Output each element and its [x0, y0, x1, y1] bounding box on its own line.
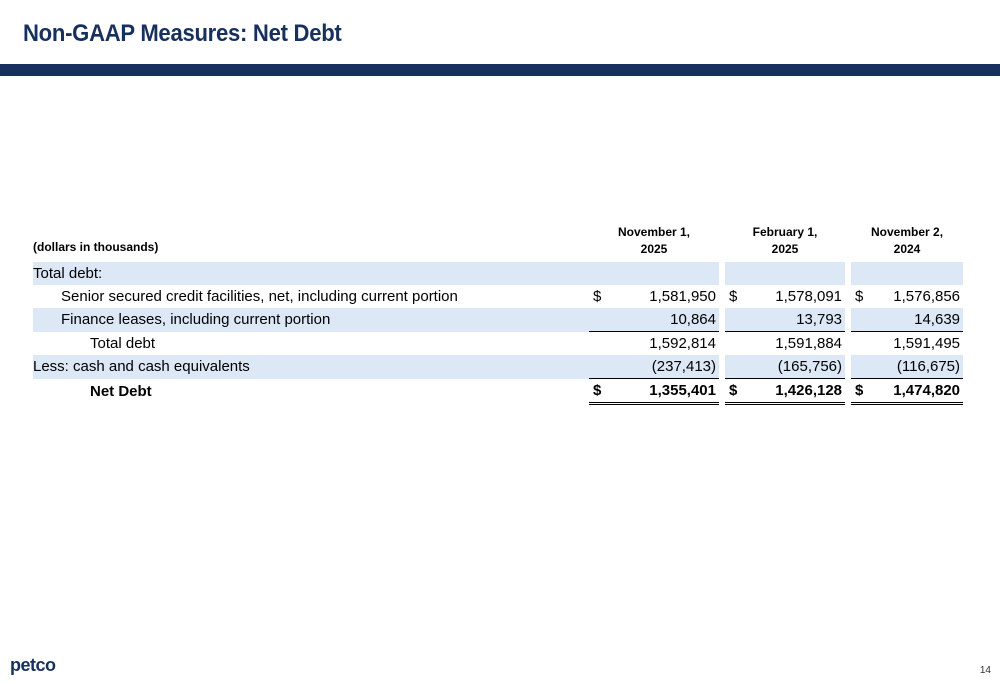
row-label: Less: cash and cash equivalents: [33, 355, 589, 379]
row-label: Total debt:: [33, 262, 589, 285]
value-cell: 10,864: [617, 308, 719, 332]
value-cell: 1,591,495: [893, 335, 961, 352]
column-header-feb-2025: February 1, 2025: [752, 225, 818, 256]
row-label: Net Debt: [90, 382, 152, 400]
table-row: [33, 262, 963, 285]
column-header-nov-2024: November 2, 2024: [871, 225, 944, 256]
value-cell: 13,793: [747, 308, 845, 332]
unit-label: (dollars in thousands): [33, 240, 159, 254]
value-cell: 1,426,128: [747, 379, 845, 404]
table-row: [33, 332, 963, 356]
value-cell: 1,591,884: [775, 335, 843, 352]
value-cell: 1,592,814: [649, 335, 716, 352]
row-label: Total debt: [90, 334, 156, 352]
table-row: [33, 308, 963, 332]
value-cell: 1,576,856: [893, 288, 961, 305]
title-divider-bar: [0, 64, 1000, 76]
value-cell: 1,581,950: [649, 288, 716, 305]
column-header-nov-2025: November 1, 2025: [617, 225, 691, 256]
page-number: 14: [979, 665, 991, 676]
value-cell: 1,474,820: [873, 379, 963, 404]
value-cell: 1,578,091: [775, 288, 843, 305]
value-cell: 1,355,401: [617, 379, 719, 404]
value-cell: (116,675): [873, 355, 963, 379]
value-cell: 14,639: [873, 308, 963, 332]
row-label: Senior secured credit facilities, net, including current portion: [61, 288, 458, 305]
petco-logo: petco: [10, 655, 56, 675]
net-debt-table: [33, 222, 963, 405]
value-cell: (165,756): [747, 355, 845, 379]
table-row: [33, 355, 963, 379]
table-row-total: Net Debt $ 1,355,401 $ 1,426,128 $ 1,474,820: [33, 379, 963, 404]
page-title: Non-GAAP Measures: Net Debt: [23, 20, 342, 47]
row-label: Finance leases, including current portion: [33, 308, 589, 332]
table-row: Senior secured credit facilities, net, including current portion $ 1,581,950 $ 1,578,091 $ 1,576,856: [33, 285, 963, 308]
value-cell: (237,413): [617, 355, 719, 379]
